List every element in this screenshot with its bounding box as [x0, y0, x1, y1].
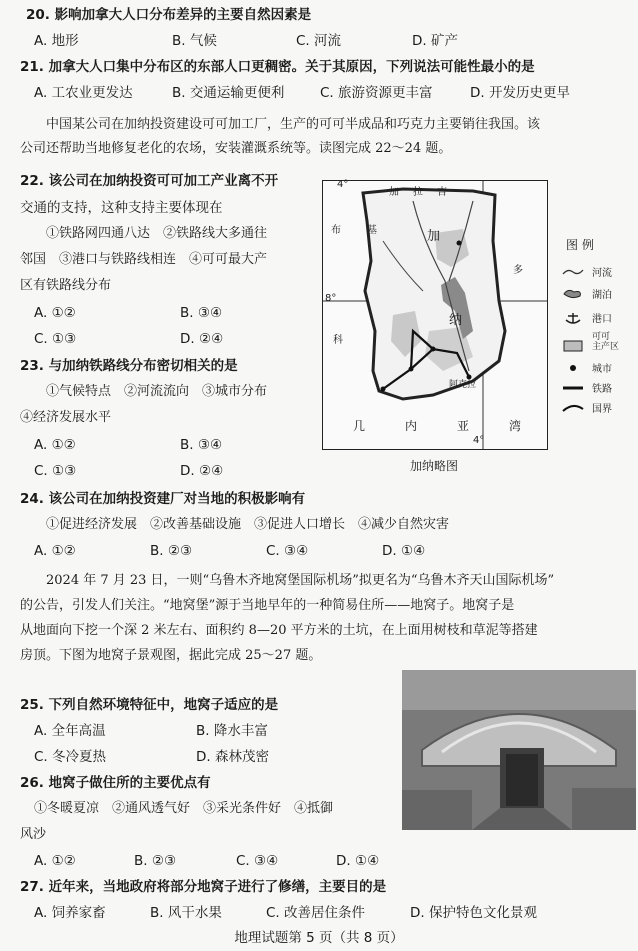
q26-statement-line-2: 风沙 — [20, 827, 47, 842]
map-label-bottom-3: 亚 — [457, 419, 470, 433]
q25-option-c: C. 冬冷夏热 — [34, 749, 107, 765]
map-label-left: 布 基 — [331, 225, 385, 236]
passage2-line-1: 2024 年 7 月 23 日，一则“乌鲁木齐地窝堡国际机场”拟更名为“乌鲁木齐天山国际机场” — [46, 573, 555, 588]
q22-stem-line-1: 22. 该公司在加纳投资可可加工产业离不开 — [20, 173, 279, 189]
page-footer: 地理试题第 5 页（共 8 页） — [234, 930, 404, 946]
q26-option-b: B. ②③ — [134, 853, 177, 869]
q20-option-c: C. 河流 — [296, 33, 342, 49]
q23-option-b: B. ③④ — [180, 437, 223, 453]
q24-option-c: C. ③④ — [266, 543, 309, 559]
city-dot — [431, 347, 436, 352]
map-label-bottom-2: 内 — [405, 419, 418, 433]
q26-stem: 26. 地窝子做住所的主要优点有 — [20, 775, 211, 791]
q20-stem: 20. 影响加拿大人口分布差异的主要自然因素是 — [26, 7, 312, 23]
q27-option-a: A. 饲养家畜 — [34, 905, 106, 921]
map-degree-left: 8° — [325, 293, 337, 304]
q21-stem: 21. 加拿大人口集中分布区的东部人口更稠密。关于其原因，下列说法可能性最小的是 — [20, 59, 535, 75]
city-dot — [409, 367, 414, 372]
q23-statement-line-1: ①气候特点 ②河流流向 ③城市分布 — [46, 384, 268, 399]
q26-statement-line-1: ①冬暖夏凉 ②通风透气好 ③采光条件好 ④抵御 — [34, 801, 334, 816]
q20-option-b: B. 气候 — [172, 33, 217, 49]
q21-option-c: C. 旅游资源更丰富 — [320, 85, 433, 101]
border-line-icon — [562, 402, 584, 414]
q22-option-b: B. ③④ — [180, 305, 223, 321]
q27-option-b: B. 风干水果 — [150, 905, 222, 921]
city-dot — [457, 241, 462, 246]
map-label-bottom-4: 湾 — [509, 419, 522, 433]
railway-icon — [562, 382, 584, 394]
q20-option-d: D. 矿产 — [412, 33, 458, 49]
q25-option-d: D. 森林茂密 — [196, 749, 269, 765]
map-caption: 加纳略图 — [410, 459, 459, 473]
anchor-icon — [562, 312, 584, 324]
q25-option-b: B. 降水丰富 — [196, 723, 268, 739]
passage2-line-4: 房顶。下图为地窝子景观图，据此完成 25～27 题。 — [20, 648, 322, 663]
map-degree-top: 4° — [337, 179, 349, 190]
q22-statement-line-1: ①铁路网四通八达 ②铁路线大多通往 — [46, 226, 268, 241]
q24-option-a: A. ①② — [34, 543, 76, 559]
q24-stem: 24. 该公司在加纳投资建厂对当地的积极影响有 — [20, 491, 306, 507]
q25-option-a: A. 全年高温 — [34, 723, 106, 739]
q24-option-b: B. ②③ — [150, 543, 193, 559]
passage1-line-1: 中国某公司在加纳投资建设可可加工厂，生产的可可半成品和巧克力主要销往我国。该 — [46, 117, 541, 132]
q22-option-d: D. ②④ — [180, 331, 224, 347]
passage2-line-2: 的公告，引发人们关注。“地窝堡”源于当地早年的一种简易住所——地窝子。地窝子是 — [20, 598, 515, 613]
q24-statement: ①促进经济发展 ②改善基础设施 ③促进人口增长 ④减少自然灾害 — [46, 517, 450, 532]
city-dot — [381, 387, 386, 392]
map-label-bottom-1: 几 — [353, 419, 366, 433]
dugout-dwelling-photo — [402, 670, 636, 830]
city-dot-icon — [562, 362, 584, 374]
q26-option-d: D. ①④ — [336, 853, 380, 869]
map-label-country-2: 纳 — [449, 313, 463, 328]
q25-stem: 25. 下列自然环境特征中，地窝子适应的是 — [20, 697, 279, 713]
q21-option-b: B. 交通运输更便利 — [172, 85, 285, 101]
q26-option-c: C. ③④ — [236, 853, 279, 869]
q23-statement-line-2: ④经济发展水平 — [20, 410, 112, 425]
map-label-left2: 科 — [333, 335, 343, 346]
map-label-coast: 阿克拉 — [449, 380, 477, 390]
q23-option-c: C. ①③ — [34, 463, 77, 479]
ghana-map — [322, 180, 548, 450]
map-degree-bottom: 4° — [473, 435, 485, 446]
q23-option-d: D. ②④ — [180, 463, 224, 479]
passage2-line-3: 从地面向下挖一个深 2 米左右、面积约 8—20 平方米的土坑，在上面用树枝和草泥等搭建 — [20, 623, 538, 638]
q26-option-a: A. ①② — [34, 853, 76, 869]
q20-option-a: A. 地形 — [34, 33, 79, 49]
q23-stem: 23. 与加纳铁路线分布密切相关的是 — [20, 358, 238, 374]
q21-option-d: D. 开发历史更早 — [470, 85, 570, 101]
cocoa-area-icon — [562, 340, 584, 352]
q22-statement-line-3: 区有铁路线分布 — [20, 278, 112, 293]
passage1-line-2: 公司还帮助当地修复老化的农场，安装灌溉系统等。读图完成 22～24 题。 — [20, 141, 452, 156]
q23-option-a: A. ①② — [34, 437, 76, 453]
q22-option-c: C. ①③ — [34, 331, 77, 347]
q27-option-d: D. 保护特色文化景观 — [410, 905, 537, 921]
map-label-country-1: 加 — [427, 229, 441, 244]
q21-option-a: A. 工农业更发达 — [34, 85, 133, 101]
q22-stem-line-2: 交通的支持，这种支持主要体现在 — [20, 200, 223, 216]
legend-title: 图例 — [566, 238, 599, 252]
q27-stem: 27. 近年来，当地政府将部分地窝子进行了修缮，主要目的是 — [20, 879, 387, 895]
q24-option-d: D. ①④ — [382, 543, 426, 559]
lake-icon — [562, 288, 584, 300]
q27-option-c: C. 改善居住条件 — [266, 905, 366, 921]
map-label-top: 加 拉 吉 — [389, 187, 449, 198]
q22-option-a: A. ①② — [34, 305, 76, 321]
map-label-right: 多 — [513, 265, 523, 276]
q22-statement-line-2: 邻国 ③港口与铁路线相连 ④可可最大产 — [20, 252, 268, 267]
dugout-dwelling-graphic — [402, 670, 636, 830]
river-icon — [562, 266, 584, 278]
